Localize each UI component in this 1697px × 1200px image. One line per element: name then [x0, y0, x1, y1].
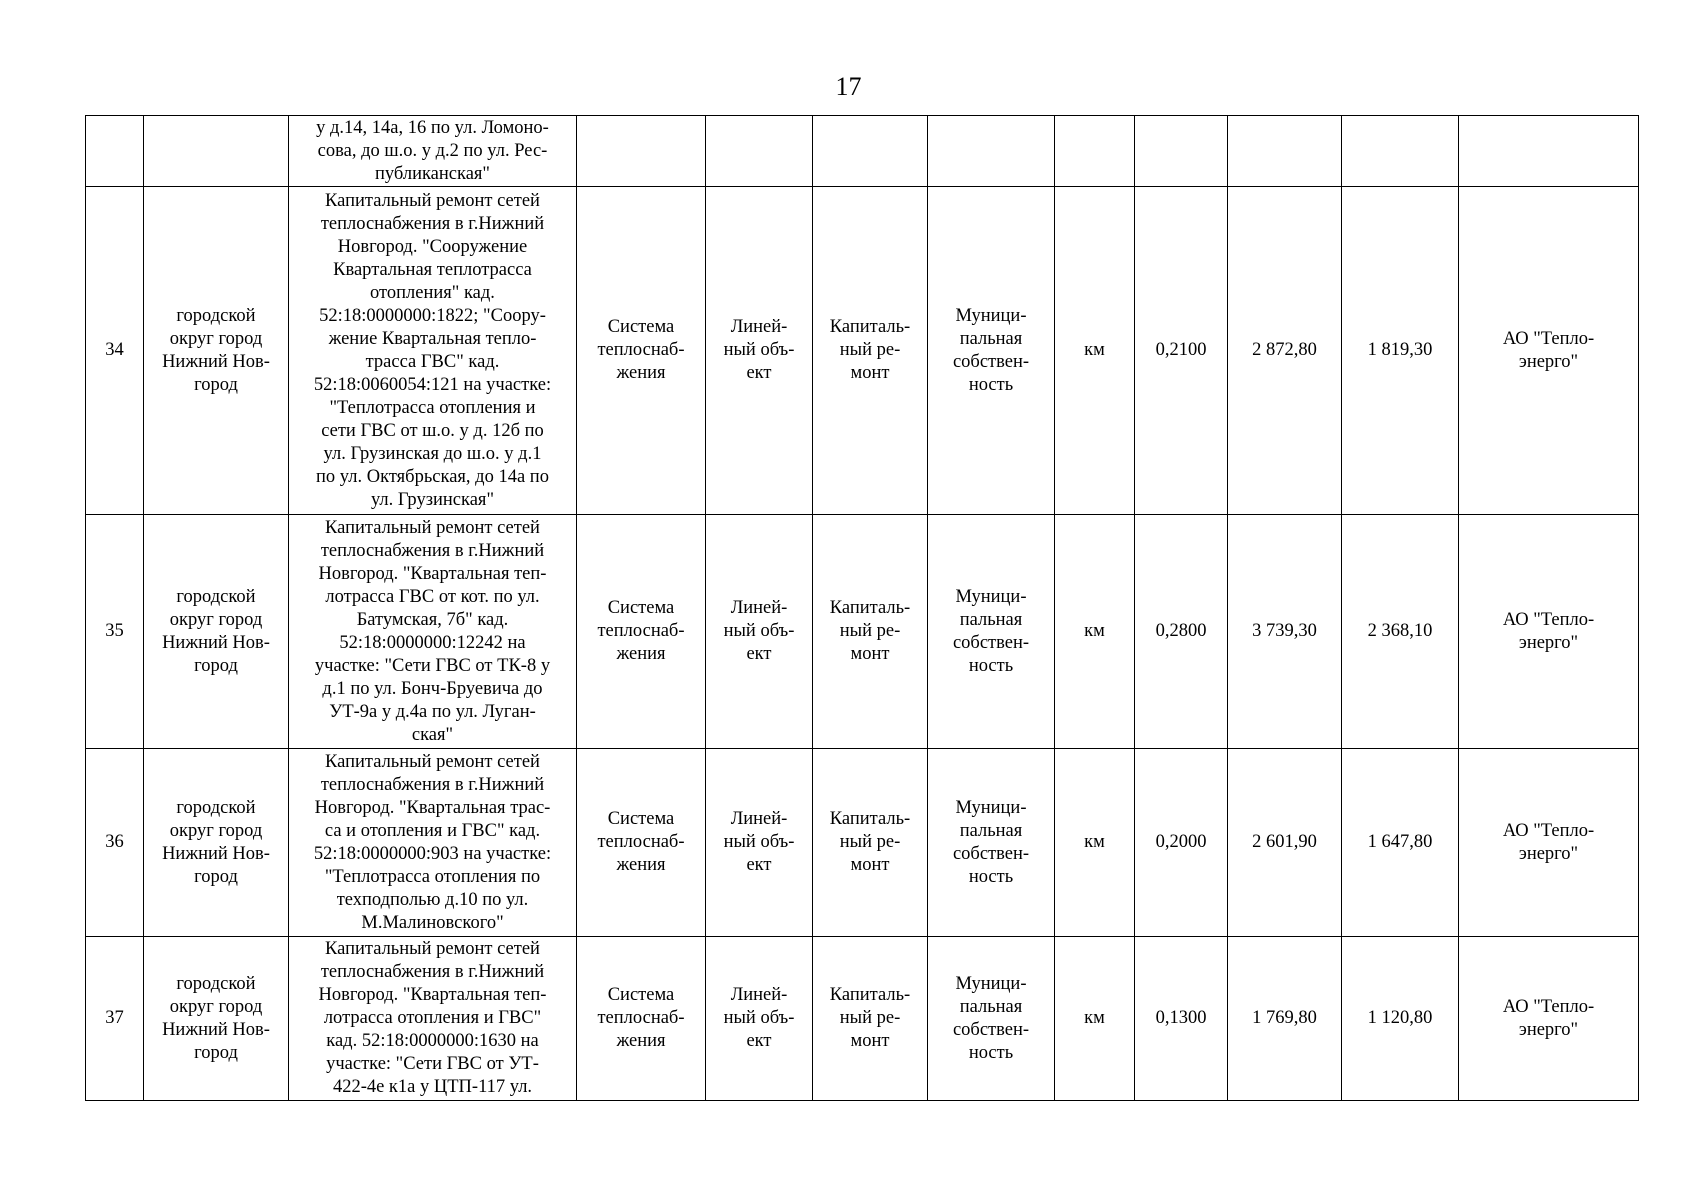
text-line: пальная: [959, 996, 1023, 1017]
text-line: М.Малиновского": [361, 912, 504, 933]
cell-operator: [1459, 937, 1639, 1101]
text-line: Нижний Нов-: [162, 1019, 270, 1040]
text-line: Квартальная теплотрасса: [333, 259, 532, 280]
cell-work-type: [813, 749, 928, 937]
cell-cost-total: [1228, 116, 1342, 187]
cell-unit: км: [1055, 749, 1135, 937]
text-line: ект: [746, 363, 772, 383]
text-line: Капитальный ремонт сетей: [325, 939, 540, 959]
text-line: Капитальный ремонт сетей: [325, 190, 540, 211]
text-line: ный объ-: [723, 832, 795, 852]
cell-unit: км: [1055, 187, 1135, 515]
text-line: Капитальный ремонт сетей: [325, 751, 540, 772]
cell-work-type: [813, 515, 928, 749]
cell-unit: км: [1055, 515, 1135, 749]
cell-cost-budget: 1 120,80: [1342, 937, 1459, 1101]
cell-description: [289, 116, 577, 187]
text-line: город: [194, 866, 238, 887]
page-number: 17: [835, 72, 862, 101]
text-line: пальная: [959, 328, 1023, 349]
cell-municipality: [144, 515, 289, 749]
text-line: ный ре-: [839, 340, 901, 360]
capital-repair-table: [85, 115, 1639, 1101]
text-line: энерго": [1518, 1019, 1579, 1040]
cell-num: 37: [86, 937, 144, 1101]
text-line: теплоснабжения в г.Нижний: [320, 962, 545, 982]
text-line: ект: [746, 1031, 772, 1051]
text-line: теплоснабжения в г.Нижний: [320, 540, 545, 561]
text-line: 52:18:0000000:1822; "Соору-: [319, 305, 546, 326]
text-line: городской: [176, 973, 256, 994]
cell-system: [577, 749, 706, 937]
text-line: са и отопления и ГВС" кад.: [324, 820, 541, 841]
cell-operator: [1459, 515, 1639, 749]
text-line: ный объ-: [723, 1008, 795, 1028]
text-line: лотрасса отопления и ГВС": [323, 1008, 542, 1028]
text-line: монт: [850, 1031, 890, 1051]
text-line: ный ре-: [839, 1008, 901, 1028]
text-line: собствен-: [952, 1019, 1030, 1040]
text-line: жения: [616, 644, 666, 664]
cell-cost-budget: 2 368,10: [1342, 515, 1459, 749]
text-line: энерго": [1518, 632, 1579, 653]
text-line: ный объ-: [723, 621, 795, 641]
text-line: Линей-: [730, 985, 788, 1005]
text-line: 52:18:0000000:903 на участке:: [313, 843, 552, 864]
cell-ownership: [928, 187, 1055, 515]
cell-cost-budget: 1 819,30: [1342, 187, 1459, 515]
text-line: сова, до ш.о. у д.2 по ул. Рес-: [317, 140, 548, 161]
cell-work-type: [813, 187, 928, 515]
text-line: теплоснаб-: [597, 1008, 685, 1028]
text-line: ность: [968, 866, 1014, 887]
text-line: Линей-: [730, 317, 788, 337]
text-line: ект: [746, 855, 772, 875]
text-line: Муници-: [955, 586, 1027, 607]
text-line: энерго": [1518, 843, 1579, 864]
text-line: ность: [968, 374, 1014, 395]
cell-object-type: [706, 937, 813, 1101]
text-line: техподполью д.10 по ул.: [336, 889, 529, 910]
cell-work-type: [813, 937, 928, 1101]
text-line: Новгород. "Квартальная трас-: [314, 797, 551, 818]
text-line: публиканская": [374, 163, 490, 184]
text-line: 52:18:0060054:121 на участке:: [313, 374, 552, 395]
text-line: Нижний Нов-: [162, 351, 270, 372]
text-line: АО "Тепло-: [1502, 609, 1595, 630]
text-line: округ город: [169, 609, 263, 630]
cell-ownership: [928, 116, 1055, 187]
text-line: по ул. Октябрьская, до 14а по: [316, 466, 549, 487]
text-line: жение Квартальная тепло-: [328, 328, 537, 349]
cell-object-type: [706, 116, 813, 187]
text-line: ный ре-: [839, 621, 901, 641]
text-line: ект: [746, 644, 772, 664]
text-line: теплоснаб-: [597, 340, 685, 360]
text-line: Капиталь-: [829, 598, 911, 618]
text-line: УТ-9а у д.4а по ул. Луган-: [329, 701, 536, 722]
cell-ownership: [928, 937, 1055, 1101]
text-line: участке: "Сети ГВС от ТК-8 у: [314, 655, 551, 676]
text-line: сети ГВС от ш.о. у д. 12б по: [321, 420, 544, 441]
text-line: теплоснаб-: [597, 832, 685, 852]
text-line: Новгород. "Квартальная теп-: [318, 563, 547, 584]
text-line: округ город: [169, 328, 263, 349]
cell-object-type: [706, 749, 813, 937]
text-line: округ город: [169, 996, 263, 1017]
text-line: ный ре-: [839, 832, 901, 852]
text-line: Нижний Нов-: [162, 843, 270, 864]
cell-cost-budget: [1342, 116, 1459, 187]
text-line: АО "Тепло-: [1502, 328, 1595, 349]
cell-length: 0,2800: [1135, 515, 1228, 749]
text-line: Капиталь-: [829, 317, 911, 337]
text-line: монт: [850, 855, 890, 875]
text-line: участке: "Сети ГВС от УТ-: [326, 1054, 539, 1074]
cell-object-type: [706, 187, 813, 515]
text-line: Новгород. "Сооружение: [337, 236, 528, 257]
text-line: Капиталь-: [829, 985, 911, 1005]
text-line: "Теплотрасса отопления и: [329, 397, 536, 418]
cell-description: [289, 937, 577, 1101]
cell-municipality: [144, 116, 289, 187]
text-line: Новгород. "Квартальная теп-: [318, 985, 547, 1005]
text-line: Система: [607, 317, 675, 337]
cell-municipality: [144, 937, 289, 1101]
text-line: городской: [176, 586, 256, 607]
text-line: город: [194, 374, 238, 395]
cell-work-type: [813, 116, 928, 187]
cell-system: [577, 116, 706, 187]
text-line: жения: [616, 855, 666, 875]
text-line: кад. 52:18:0000000:1630 на: [326, 1031, 539, 1051]
cell-system: [577, 937, 706, 1101]
text-line: отопления" кад.: [370, 282, 495, 303]
cell-system: [577, 187, 706, 515]
text-line: Линей-: [730, 809, 788, 829]
text-line: ность: [968, 1042, 1014, 1063]
cell-ownership: [928, 515, 1055, 749]
cell-operator: [1459, 116, 1639, 187]
cell-length: 0,2000: [1135, 749, 1228, 937]
text-line: Система: [607, 809, 675, 829]
cell-ownership: [928, 749, 1055, 937]
text-line: Капитальный ремонт сетей: [325, 517, 540, 538]
text-line: монт: [850, 363, 890, 383]
text-line: "Теплотрасса отопления по: [324, 866, 541, 887]
text-line: 52:18:0000000:12242 на: [339, 632, 526, 653]
text-line: собствен-: [952, 843, 1030, 864]
text-line: пальная: [959, 609, 1023, 630]
text-line: Муници-: [955, 797, 1027, 818]
text-line: АО "Тепло-: [1502, 820, 1595, 841]
text-line: ность: [968, 655, 1014, 676]
text-line: собствен-: [952, 632, 1030, 653]
text-line: округ город: [169, 820, 263, 841]
text-line: Система: [607, 985, 675, 1005]
text-line: пальная: [959, 820, 1023, 841]
cell-system: [577, 515, 706, 749]
text-line: Батумская, 7б" кад.: [356, 609, 509, 630]
cell-length: 0,1300: [1135, 937, 1228, 1101]
cell-length: [1135, 116, 1228, 187]
text-line: ская": [411, 724, 454, 745]
cell-length: 0,2100: [1135, 187, 1228, 515]
cell-num: 35: [86, 515, 144, 749]
cell-description: [289, 187, 577, 515]
table-row: [86, 749, 1639, 937]
cell-description: [289, 749, 577, 937]
text-line: трасса ГВС" кад.: [365, 351, 500, 372]
cell-cost-total: 2 601,90: [1228, 749, 1342, 937]
text-line: теплоснабжения в г.Нижний: [320, 213, 545, 234]
cell-municipality: [144, 187, 289, 515]
text-line: Нижний Нов-: [162, 632, 270, 653]
text-line: у д.14, 14а, 16 по ул. Ломоно-: [316, 117, 549, 138]
text-line: Система: [607, 598, 675, 618]
text-line: энерго": [1518, 351, 1579, 372]
cell-object-type: [706, 515, 813, 749]
cell-municipality: [144, 749, 289, 937]
text-line: Капиталь-: [829, 809, 911, 829]
text-line: город: [194, 655, 238, 676]
text-line: Муници-: [955, 973, 1027, 994]
cell-cost-total: 1 769,80: [1228, 937, 1342, 1101]
table-row: [86, 187, 1639, 515]
cell-num: [86, 116, 144, 187]
text-line: ный объ-: [723, 340, 795, 360]
text-line: городской: [176, 797, 256, 818]
text-line: городской: [176, 305, 256, 326]
text-line: монт: [850, 644, 890, 664]
cell-cost-total: 2 872,80: [1228, 187, 1342, 515]
cell-cost-total: 3 739,30: [1228, 515, 1342, 749]
table-row: [86, 515, 1639, 749]
text-line: ул. Грузинская": [370, 489, 494, 510]
text-line: Муници-: [955, 305, 1027, 326]
text-line: теплоснабжения в г.Нижний: [320, 774, 545, 795]
text-line: жения: [616, 363, 666, 383]
table-row: [86, 937, 1639, 1101]
cell-unit: [1055, 116, 1135, 187]
text-line: 422-4е к1а у ЦТП-117 ул.: [332, 1077, 533, 1097]
cell-num: 36: [86, 749, 144, 937]
text-line: ул. Грузинская до ш.о. у д.1: [323, 443, 542, 464]
text-line: АО "Тепло-: [1502, 996, 1595, 1017]
text-line: д.1 по ул. Бонч-Бруевича до: [322, 678, 543, 699]
cell-operator: [1459, 749, 1639, 937]
cell-cost-budget: 1 647,80: [1342, 749, 1459, 937]
text-line: лотрасса ГВС от кот. по ул.: [325, 586, 540, 607]
cell-num: 34: [86, 187, 144, 515]
text-line: город: [194, 1042, 238, 1063]
text-line: собствен-: [952, 351, 1030, 372]
cell-operator: [1459, 187, 1639, 515]
cell-description: [289, 515, 577, 749]
table-row-continuation: [86, 116, 1639, 187]
cell-unit: км: [1055, 937, 1135, 1101]
text-line: жения: [616, 1031, 666, 1051]
text-line: Линей-: [730, 598, 788, 618]
text-line: теплоснаб-: [597, 621, 685, 641]
